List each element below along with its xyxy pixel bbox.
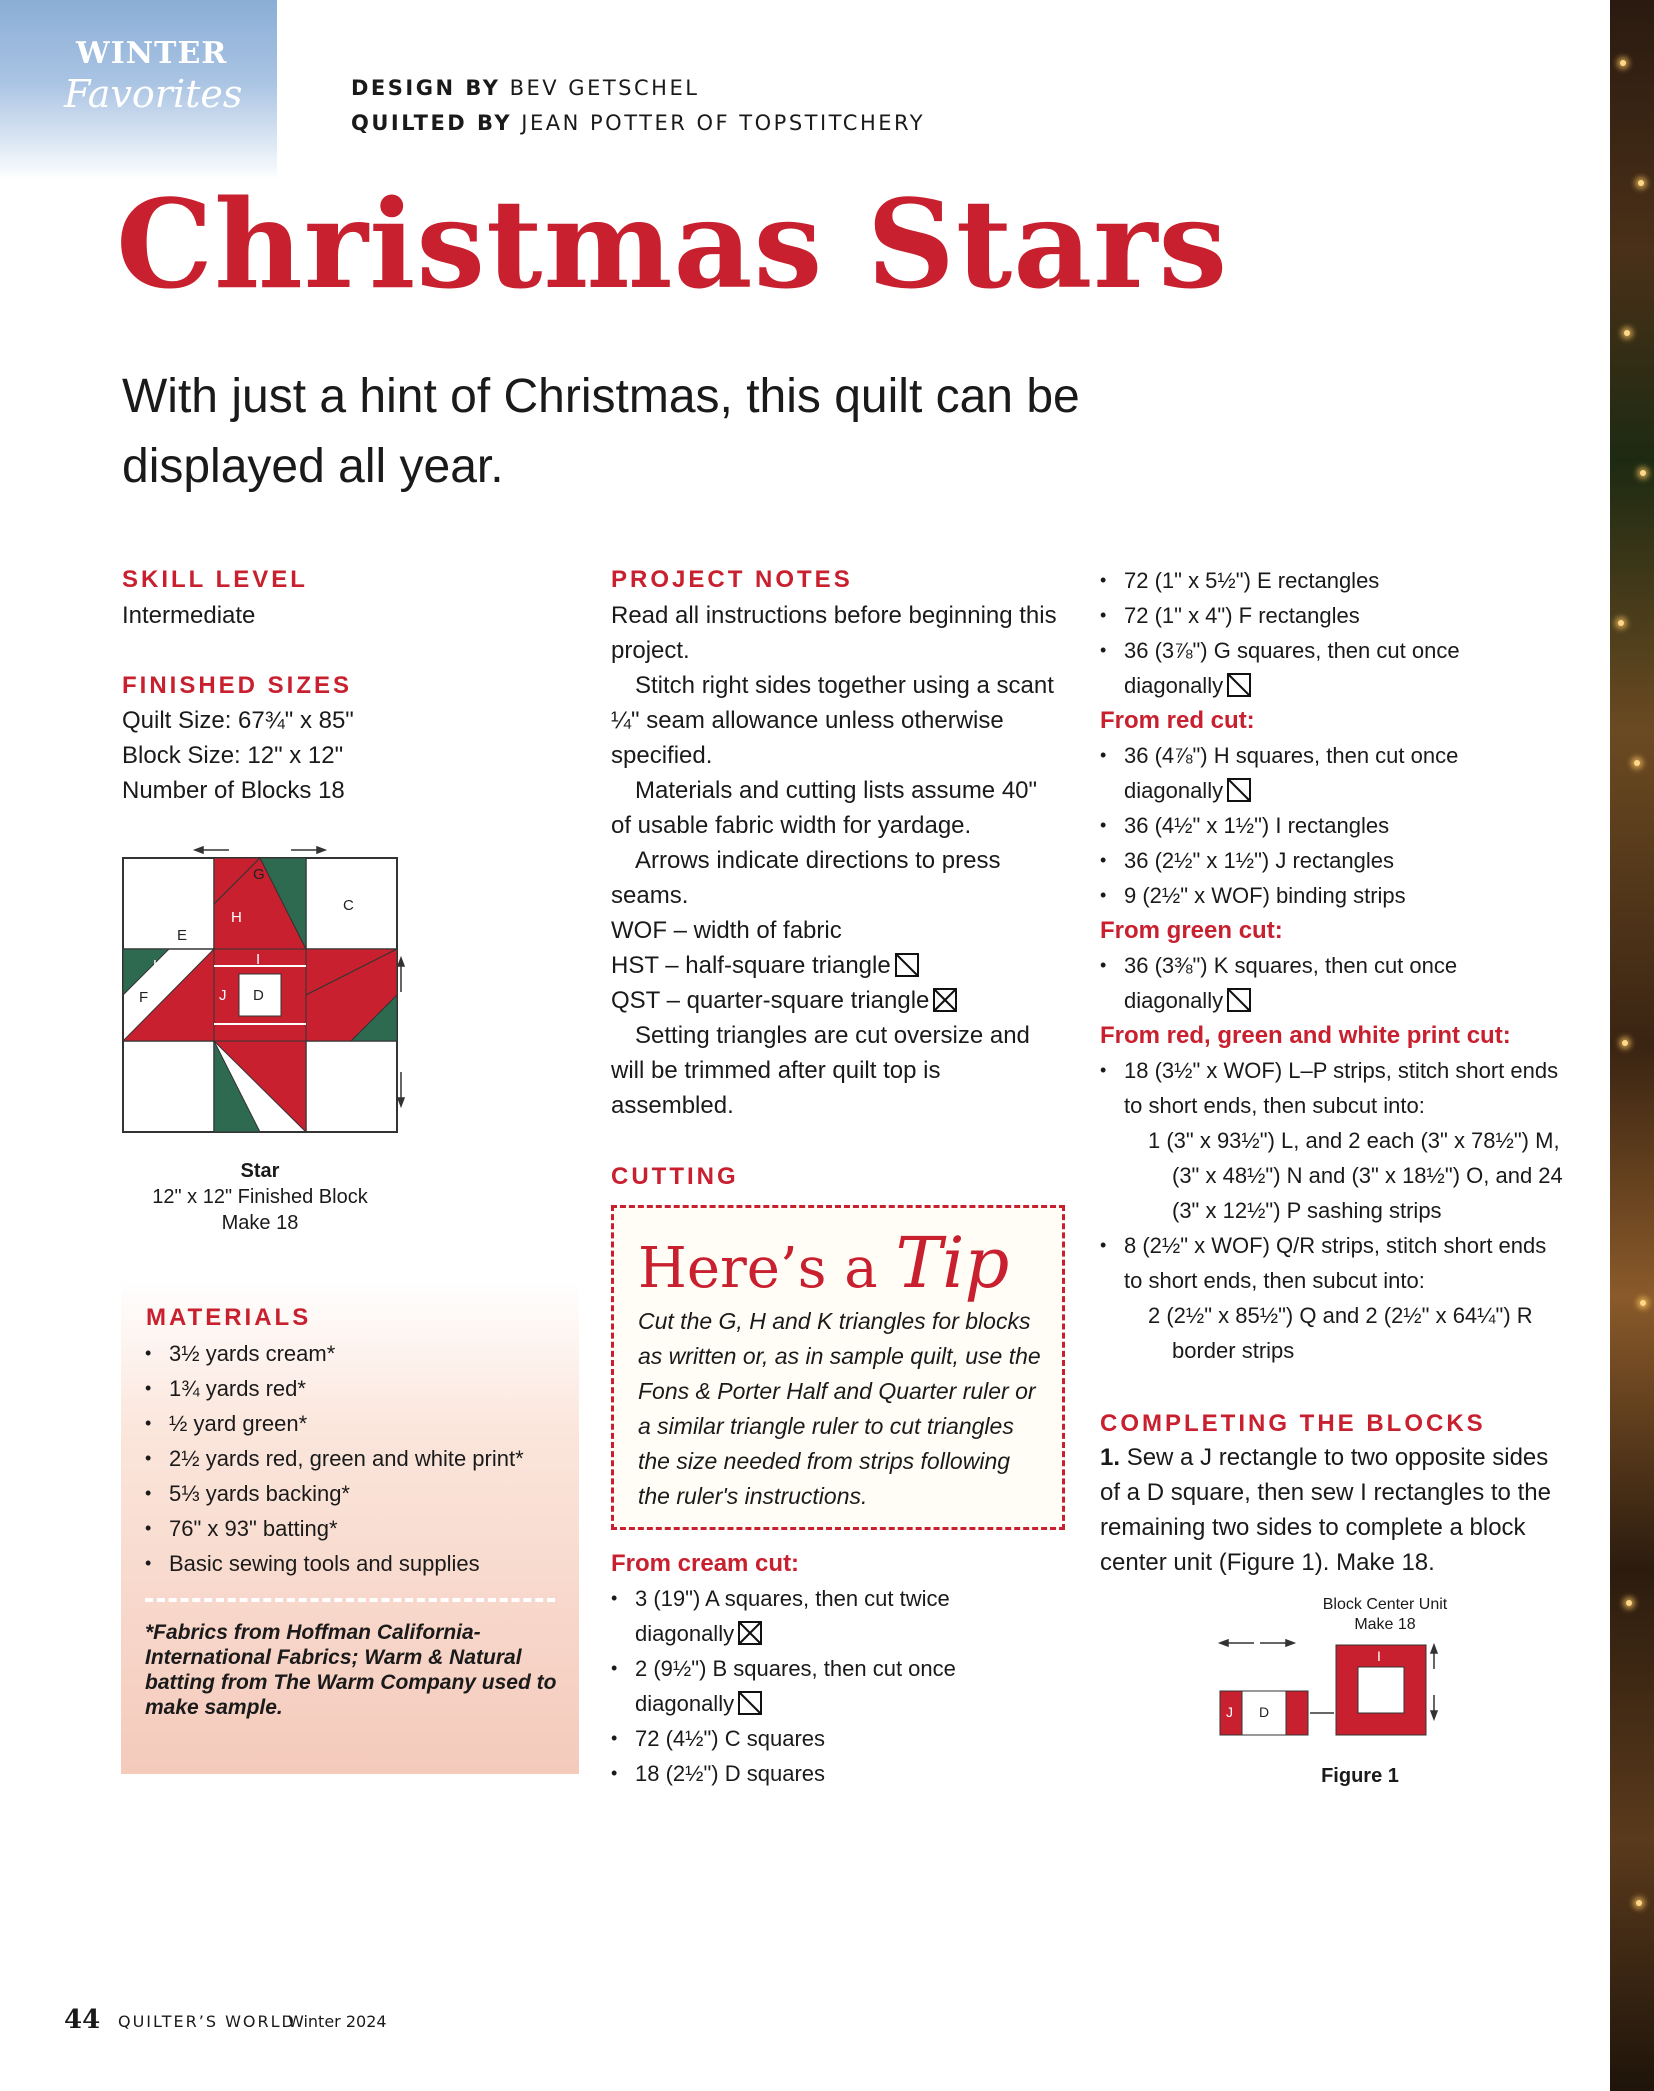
- list-item: [1100, 738, 1560, 808]
- list-item-text: 36 (3⅞") G squares, then cut once diagonally: [1124, 638, 1460, 698]
- section-badge: [0, 0, 277, 180]
- notes-paragraph: Stitch right sides together using a scant ¼" seam allowance unless otherwise specified.: [611, 672, 1054, 769]
- badge-line2: Favorites: [64, 72, 243, 116]
- cream-list-continued: [1100, 563, 1560, 703]
- notes-hst-row: [611, 948, 1061, 983]
- list-item: [1100, 1228, 1570, 1368]
- quilted-label: QUILTED BY: [351, 111, 513, 135]
- tree-light: [1636, 1900, 1642, 1906]
- materials-list: [145, 1336, 565, 1581]
- tree-light: [1624, 330, 1630, 336]
- label-d: D: [253, 987, 264, 1004]
- tree-light: [1618, 620, 1624, 626]
- label-i: I: [256, 951, 261, 968]
- list-item: • ½ yard green*: [145, 1406, 565, 1441]
- skill-heading: SKILL LEVEL: [122, 566, 308, 593]
- star-caption-title: Star: [240, 1160, 280, 1182]
- quilted-name: JEAN POTTER OF TOPSTITCHERY: [521, 111, 926, 135]
- list-item: [611, 1581, 971, 1651]
- finished-line: Block Size: 12" x 12": [122, 742, 344, 769]
- design-name: BEV GETSCHEL: [509, 76, 700, 100]
- cream-list: [611, 1581, 971, 1791]
- fig1-label-d: D: [1259, 1704, 1270, 1720]
- skill-value: Intermediate: [122, 602, 256, 629]
- print-list: [1100, 1053, 1570, 1368]
- list-item: • 76" x 93" batting*: [145, 1511, 565, 1546]
- tree-light: [1638, 180, 1644, 186]
- green-heading: From green cut:: [1100, 917, 1283, 944]
- tip-box: [611, 1205, 1065, 1530]
- tip-title-b: Tip: [895, 1222, 1010, 1304]
- project-notes-body: [611, 598, 1061, 1123]
- notes-wof: WOF – width of fabric: [611, 917, 842, 944]
- label-j: J: [219, 987, 227, 1004]
- list-item: • 72 (1" x 4") F rectangles: [1100, 598, 1560, 633]
- figure1-title-line: Block Center Unit: [1322, 1596, 1448, 1613]
- label-g: G: [253, 866, 265, 883]
- completing-heading: COMPLETING THE BLOCKS: [1100, 1410, 1486, 1437]
- tree-light: [1640, 1300, 1646, 1306]
- step-number: 1.: [1100, 1444, 1121, 1471]
- tip-title-a: Here’s a: [638, 1236, 878, 1301]
- hst-icon: [895, 953, 919, 977]
- hst-icon: [1227, 778, 1251, 802]
- badge-line1: WINTER: [76, 36, 228, 71]
- magazine-name: QUILTER’S WORLD: [118, 2012, 296, 2031]
- label-c: C: [343, 897, 354, 914]
- figure1-title: [1260, 1595, 1510, 1635]
- label-f: F: [139, 989, 149, 1006]
- finished-line: Quilt Size: 67¾" x 85": [122, 707, 354, 734]
- page-subtitle: With just a hint of Christmas, this quilt can be displayed all year.: [122, 370, 1080, 493]
- design-credit: [351, 76, 699, 100]
- green-list: [1100, 948, 1560, 1018]
- tree-light: [1626, 1600, 1632, 1606]
- list-item: [1100, 1053, 1570, 1228]
- label-k: K: [153, 957, 164, 974]
- tree-light: [1622, 1040, 1628, 1046]
- label-e: E: [177, 927, 188, 944]
- star-caption-make: Make 18: [221, 1212, 299, 1234]
- figure1-caption: Figure 1: [1321, 1765, 1399, 1787]
- list-item: • 36 (2½" x 1½") J rectangles: [1100, 843, 1560, 878]
- tree-light: [1634, 760, 1640, 766]
- red-heading: From red cut:: [1100, 707, 1255, 734]
- list-item: [611, 1651, 971, 1721]
- print-heading: From red, green and white print cut:: [1100, 1022, 1511, 1049]
- step-text: Sew a J rectangle to two opposite sides of a D square, then sew I rectangles to the remaining two sides to complete a block center unit (Figure 1). Make 18.: [1100, 1444, 1551, 1576]
- label-h: H: [231, 909, 242, 926]
- fig1-label-j: J: [1226, 1704, 1233, 1720]
- figure1-diagram: [1210, 1635, 1450, 1745]
- tree-light: [1640, 470, 1646, 476]
- list-item: [1100, 633, 1560, 703]
- star-caption-size: 12" x 12" Finished Block: [152, 1186, 368, 1208]
- figure1-title-line: Make 18: [1354, 1616, 1416, 1633]
- finished-heading: FINISHED SIZES: [122, 672, 353, 699]
- list-item: • 18 (2½") D squares: [611, 1756, 971, 1791]
- issue-name: Winter 2024: [288, 2012, 387, 2031]
- cream-heading: From cream cut:: [611, 1550, 800, 1577]
- list-item: • 3½ yards cream*: [145, 1336, 565, 1371]
- finished-line: Number of Blocks 18: [122, 777, 345, 804]
- quilted-credit: [351, 111, 925, 135]
- tree-light: [1620, 60, 1626, 66]
- hst-icon: [1227, 988, 1251, 1012]
- fig1-label-i: I: [1377, 1648, 1381, 1664]
- divider: [145, 1598, 555, 1602]
- page-title: Christmas Stars: [116, 172, 1229, 316]
- list-item: • 72 (1" x 5½") E rectangles: [1100, 563, 1560, 598]
- qst-icon: [933, 988, 957, 1012]
- materials-footnote: *Fabrics from Hoffman California-International Fabrics; Warm & Natural batting from The Warm Company used to make sample.: [145, 1621, 557, 1719]
- list-item: • Basic sewing tools and supplies: [145, 1546, 565, 1581]
- notes-paragraph: Arrows indicate directions to press seams.: [611, 847, 1001, 909]
- list-item-text: • 18 (3½" x WOF) L–P strips, stitch short ends to short ends, then subcut into:: [1124, 1058, 1559, 1118]
- list-item: • 5⅓ yards backing*: [145, 1476, 565, 1511]
- list-item: [1100, 948, 1560, 1018]
- list-item: • 72 (4½") C squares: [611, 1721, 971, 1756]
- project-notes-heading: PROJECT NOTES: [611, 566, 853, 593]
- notes-qst: QST – quarter-square triangle: [611, 987, 930, 1014]
- notes-paragraph: Read all instructions before beginning this project.: [611, 602, 1057, 664]
- hst-icon: [738, 1691, 762, 1715]
- fig1-center-square: [1358, 1667, 1404, 1713]
- list-item-text: 2 (9½") B squares, then cut once diagonally: [635, 1656, 956, 1716]
- fig1-j-right: [1286, 1691, 1308, 1735]
- hst-icon: [1227, 673, 1251, 697]
- red-list: [1100, 738, 1560, 913]
- tip-title: [638, 1222, 1009, 1304]
- list-item: • 9 (2½" x WOF) binding strips: [1100, 878, 1560, 913]
- star-block-diagram: [115, 842, 405, 1142]
- cutting-heading: CUTTING: [611, 1163, 739, 1190]
- list-item-text: 3 (19") A squares, then cut twice diagonally: [635, 1586, 950, 1646]
- tip-body: Cut the G, H and K triangles for blocks as written or, as in sample quilt, use the Fons & Porter Half and Quarter ruler or a similar triangle ruler to cut triangles the size needed from strips following the ruler's instructions.: [638, 1308, 1041, 1509]
- materials-heading: MATERIALS: [146, 1304, 312, 1331]
- page-number: 44: [64, 2005, 101, 2035]
- design-label: DESIGN BY: [351, 76, 501, 100]
- list-item-text: 36 (4⅞") H squares, then cut once diagonally: [1124, 743, 1459, 803]
- list-item: • 36 (4½" x 1½") I rectangles: [1100, 808, 1560, 843]
- qst-icon: [738, 1621, 762, 1645]
- list-item: • 1¾ yards red*: [145, 1371, 565, 1406]
- christmas-tree-photo-strip: [1610, 0, 1654, 2091]
- list-item-text: 36 (3⅜") K squares, then cut once diagonally: [1124, 953, 1458, 1013]
- notes-paragraph: Materials and cutting lists assume 40" of usable fabric width for yardage.: [611, 777, 1038, 839]
- materials-box: [121, 1280, 579, 1774]
- notes-paragraph: Setting triangles are cut oversize and will be trimmed after quilt top is assembled.: [611, 1022, 1030, 1119]
- notes-hst: HST – half-square triangle: [611, 952, 891, 979]
- list-subitem: 1 (3" x 93½") L, and 2 each (3" x 78½") M, (3" x 48½") N and (3" x 18½") O, and 24 (3" x 12½") P sashing strips: [1148, 1128, 1563, 1223]
- notes-qst-row: [611, 983, 1061, 1018]
- list-item-text: • 8 (2½" x WOF) Q/R strips, stitch short ends to short ends, then subcut into:: [1124, 1233, 1547, 1293]
- list-item: • 2½ yards red, green and white print*: [145, 1441, 565, 1476]
- completing-step: [1100, 1440, 1570, 1580]
- list-subitem: 2 (2½" x 85½") Q and 2 (2½" x 64¼") R border strips: [1148, 1303, 1533, 1363]
